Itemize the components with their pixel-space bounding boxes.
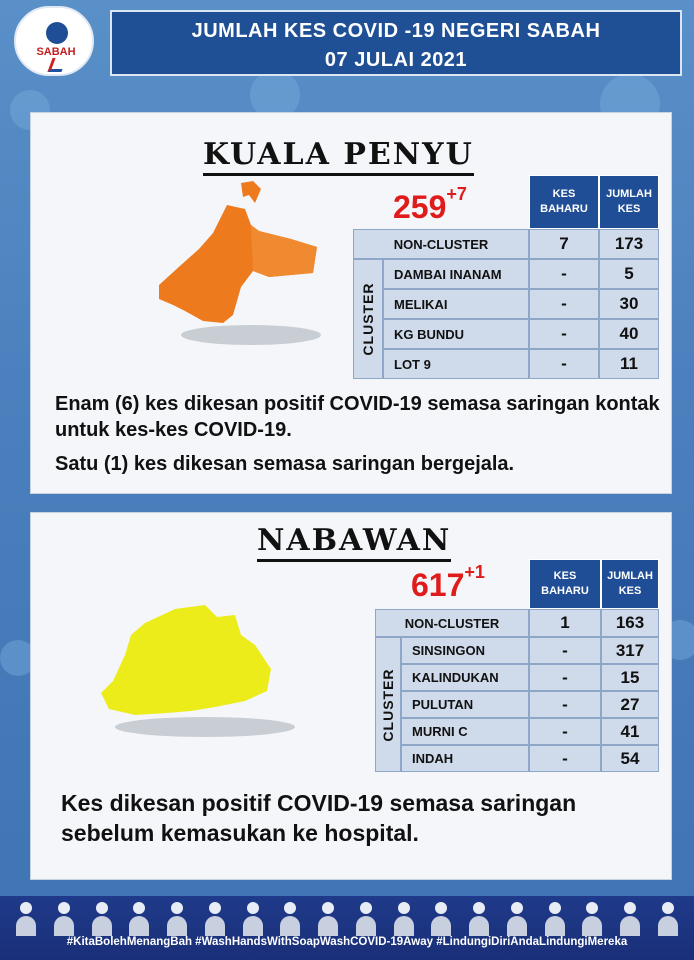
cluster-new: - — [529, 259, 599, 289]
logo-stripe-icon — [47, 58, 66, 72]
cluster-total: 54 — [601, 745, 659, 772]
person-icon — [129, 900, 149, 936]
cluster-total: 30 — [599, 289, 659, 319]
cluster-total: 317 — [601, 637, 659, 664]
non-cluster-total: 163 — [601, 609, 659, 637]
cluster-new: - — [529, 637, 601, 664]
person-icon — [507, 900, 527, 936]
cluster-name: KALINDUKAN — [401, 664, 529, 691]
person-icon — [658, 900, 678, 936]
person-icon — [205, 900, 225, 936]
total-cases: 617 — [411, 567, 465, 603]
title-date: 07 JULAI 2021 — [324, 49, 468, 71]
footer-banner — [0, 896, 694, 960]
footer-hashtags: #KitaBolehMenangBah #WashHandsWithSoapWashCOVID-19Away #LindungiDiriAndaLindungiMereka — [66, 936, 628, 948]
person-icon — [243, 900, 263, 936]
cluster-name: SINSINGON — [401, 637, 529, 664]
person-icon — [469, 900, 489, 936]
total-cases: 259 — [393, 189, 447, 225]
non-cluster-total: 173 — [599, 229, 659, 259]
non-cluster-new: 7 — [529, 229, 599, 259]
title-banner — [110, 10, 682, 76]
person-icon — [167, 900, 187, 936]
cluster-new: - — [529, 289, 599, 319]
cluster-total: 5 — [599, 259, 659, 289]
title-line-1: JUMLAH KES COVID -19 NEGERI SABAH — [191, 20, 601, 42]
cluster-total: 40 — [599, 319, 659, 349]
person-icon — [431, 900, 451, 936]
non-cluster-new: 1 — [529, 609, 601, 637]
kuala-penyu-map — [141, 175, 331, 355]
cluster-name: PULUTAN — [401, 691, 529, 718]
cluster-label: CLUSTER — [375, 637, 401, 772]
cluster-total: 15 — [601, 664, 659, 691]
person-icon — [582, 900, 602, 936]
header-jumlah-kes: JUMLAH KES — [601, 559, 659, 609]
person-icon — [16, 900, 36, 936]
logo-text: SABAH — [36, 46, 76, 58]
header-kes-baharu: KES BAHARU — [529, 559, 601, 609]
district-panel-nabawan — [30, 512, 672, 880]
person-icon — [318, 900, 338, 936]
non-cluster-label: NON-CLUSTER — [375, 609, 529, 637]
cluster-name: MURNI C — [401, 718, 529, 745]
cluster-total: 27 — [601, 691, 659, 718]
cluster-label: CLUSTER — [353, 259, 383, 379]
cluster-total: 41 — [601, 718, 659, 745]
cluster-name: INDAH — [401, 745, 529, 772]
cluster-new: - — [529, 319, 599, 349]
cluster-name: DAMBAI INANAM — [383, 259, 529, 289]
district-total — [411, 562, 485, 604]
cluster-new: - — [529, 691, 601, 718]
nabawan-map — [95, 595, 295, 745]
cluster-new: - — [529, 745, 601, 772]
frontliners-illustration — [16, 900, 678, 936]
cluster-new: - — [529, 349, 599, 379]
total-increase: +1 — [464, 562, 485, 583]
person-icon — [356, 900, 376, 936]
cluster-new: - — [529, 664, 601, 691]
cluster-new: - — [529, 718, 601, 745]
district-title: NABAWAN — [257, 523, 451, 562]
cluster-name: MELIKAI — [383, 289, 529, 319]
district-note-1: Kes dikesan positif COVID-19 semasa saringan sebelum kemasukan ke hospital. — [61, 790, 577, 846]
district-note-1: Enam (6) kes dikesan positif COVID-19 semasa saringan kontak untuk kes-kes COVID-19. — [55, 393, 660, 441]
header-kes-baharu: KES BAHARU — [529, 175, 599, 229]
header-jumlah-kes: JUMLAH KES — [599, 175, 659, 229]
total-increase: +7 — [446, 184, 467, 205]
district-title: KUALA PENYU — [203, 137, 474, 176]
cluster-name: KG BUNDU — [383, 319, 529, 349]
district-total — [393, 184, 467, 226]
district-panel-kuala-penyu — [30, 112, 672, 494]
person-icon — [280, 900, 300, 936]
person-icon — [92, 900, 112, 936]
non-cluster-label: NON-CLUSTER — [353, 229, 529, 259]
logo-emblem-icon — [46, 22, 68, 44]
cluster-total: 11 — [599, 349, 659, 379]
person-icon — [620, 900, 640, 936]
district-note-2: Satu (1) kes dikesan semasa saringan bergejala. — [55, 453, 515, 475]
person-icon — [394, 900, 414, 936]
person-icon — [54, 900, 74, 936]
cluster-name: LOT 9 — [383, 349, 529, 379]
person-icon — [545, 900, 565, 936]
sabah-logo — [14, 6, 94, 76]
